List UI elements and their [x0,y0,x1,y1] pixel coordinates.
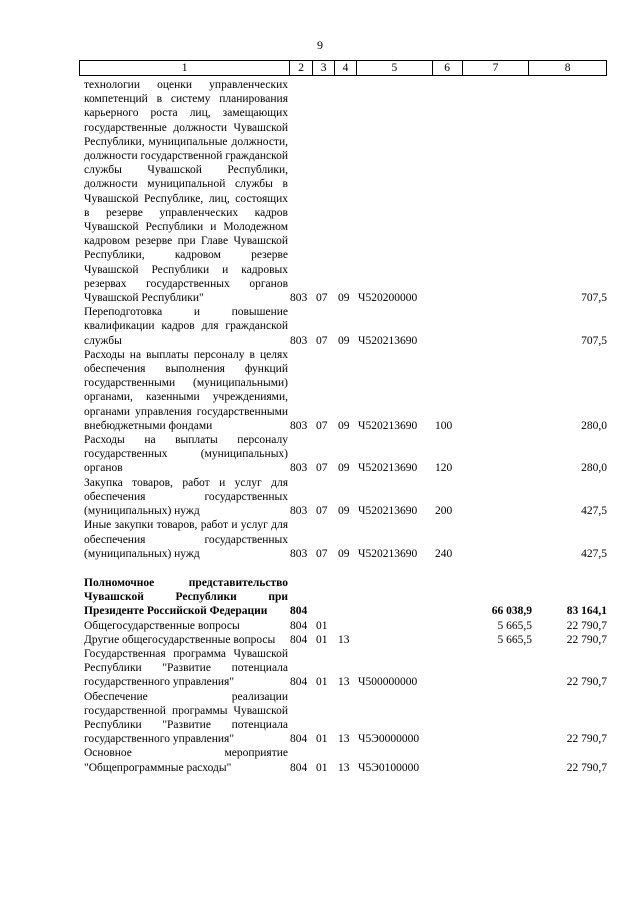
department-code: 803 [290,547,308,560]
row-description: Иные закупки товаров, работ и услуг для обеспечения государственных (муниципальных) нужд [84,519,288,560]
amount-col-8: 83 164,1 [566,605,607,618]
header-col-7: 7 [463,61,530,75]
expense-type-code: 240 [435,547,453,560]
header-col-4: 4 [335,61,357,75]
row-description: Расходы на выплаты персоналу в целях обеспечения выполнения функций государственными (муниципальными) органами, казенными учреждениями, органами управления государственными внебюджетными фондами [84,348,288,432]
amount-col-8: 22 790,7 [566,633,607,646]
department-code: 803 [290,419,308,432]
table-row [84,746,607,774]
table-row [84,518,607,561]
subsection-code: 09 [338,419,350,432]
subsection-code: 09 [338,547,350,560]
table-header [79,60,607,76]
section-code: 07 [316,334,328,347]
header-col-5: 5 [357,61,433,75]
header-col-6: 6 [433,61,463,75]
department-code: 803 [290,292,308,305]
target-article-code: Ч520200000 [358,292,418,305]
department-code: 803 [290,334,308,347]
row-description: Закупка товаров, работ и услуг для обеспечения государственных (муниципальных) нужд [84,476,288,518]
section-code: 07 [316,419,328,432]
section-code: 01 [316,761,328,774]
amount-col-8: 280,0 [581,419,607,432]
row-description: Переподготовка и повышение квалификации кадров для гражданской службы [84,306,288,347]
row-description: Расходы на выплаты персоналу государственных (муниципальных) органов [84,434,288,475]
department-code: 804 [290,605,308,618]
header-col-1: 1 [80,61,290,75]
amount-col-8: 427,5 [581,547,607,560]
amount-col-7: 5 665,5 [497,619,532,632]
target-article-code: Ч520213690 [358,547,418,560]
subsection-code: 13 [338,676,350,689]
row-description: Основное мероприятие "Общепрограммные расходы" [84,747,288,774]
amount-col-8: 22 790,7 [566,619,607,632]
target-article-code: Ч5Э0000000 [358,733,420,746]
table-row [84,433,607,476]
department-code: 804 [290,633,308,646]
table-row [84,576,607,619]
header-col-3: 3 [313,61,335,75]
section-code: 07 [316,292,328,305]
target-article-code: Ч5Э0100000 [358,761,420,774]
department-code: 804 [290,676,308,689]
table-row [84,476,607,519]
table-row [84,633,607,647]
table-row [84,690,607,747]
table-row [84,348,607,433]
section-code: 01 [316,633,328,646]
target-article-code: Ч520213690 [358,419,418,432]
table-row [84,647,607,690]
department-code: 803 [290,505,308,518]
row-description: Государственная программа Чувашской Республики "Развитие потенциала государственного управления" [84,647,288,689]
expense-type-code: 120 [435,462,453,475]
header-col-8: 8 [564,62,571,74]
department-code: 803 [290,462,308,475]
expense-type-code: 200 [435,505,453,518]
amount-col-8: 22 790,7 [566,733,607,746]
row-description: Полномочное представительство Чувашской Республики при Президенте Российской Федерации [84,576,288,618]
table-row [84,305,607,348]
amount-col-7: 66 038,9 [491,605,532,618]
section-code: 01 [316,733,328,746]
amount-col-8: 22 790,7 [566,761,607,774]
row-description: технологии оценки управленческих компетенций в систему планирования карьерного роста лиц, замещающих государственные должности Чувашской Республики, муниципальные должности, должности государственной гражданской службы Чувашской Республики, должности муниципальной службы в Чувашской Республике, лиц, состоящих в резерве управленческих кадров Чувашской Республики и Молодежном кадровом резерве при Главе Чувашской Республики, кадровом резерве Чувашской Республики и кадровых резервах государственных органов Чувашской Республики" [84,79,288,305]
subsection-code: 13 [338,733,350,746]
subsection-code: 13 [338,761,350,774]
page-number: 9 [317,38,323,52]
table-row [84,619,607,633]
expense-type-code: 100 [435,419,453,432]
department-code: 804 [290,733,308,746]
amount-col-8: 707,5 [581,292,607,305]
table-body [84,78,607,775]
target-article-code: Ч520213690 [358,505,418,518]
amount-col-8: 707,5 [581,334,607,347]
target-article-code: Ч500000000 [358,676,418,689]
section-code: 01 [316,619,328,632]
subsection-code: 09 [338,334,350,347]
amount-col-8: 280,0 [581,462,607,475]
subsection-code: 13 [338,633,350,646]
row-description: Другие общегосударственные вопросы [84,633,276,646]
row-description: Обеспечение реализации государственной программы Чувашской Республики "Развитие потенциала государственного управления" [84,690,288,746]
department-code: 804 [290,761,308,774]
target-article-code: Ч520213690 [358,334,418,347]
subsection-code: 09 [338,462,350,475]
amount-col-7: 5 665,5 [497,633,532,646]
table-row [84,78,607,305]
row-description: Общегосударственные вопросы [84,619,240,632]
subsection-code: 09 [338,292,350,305]
header-col-2: 2 [290,61,313,75]
section-code: 07 [316,547,328,560]
subsection-code: 09 [338,505,350,518]
target-article-code: Ч520213690 [358,462,418,475]
amount-col-8: 22 790,7 [566,676,607,689]
section-code: 07 [316,462,328,475]
section-code: 01 [316,676,328,689]
section-code: 07 [316,505,328,518]
department-code: 804 [290,619,308,632]
amount-col-8: 427,5 [581,505,607,518]
